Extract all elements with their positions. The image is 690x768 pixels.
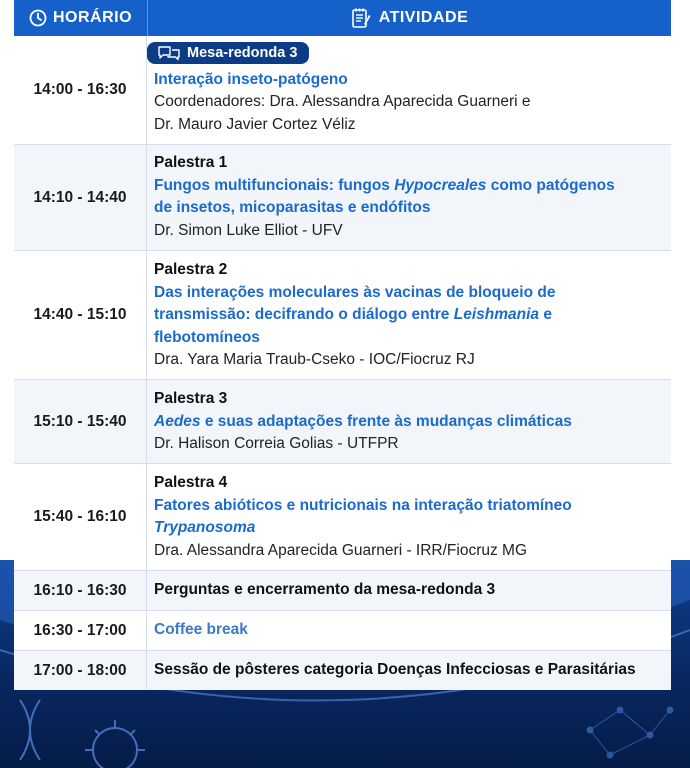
activity-cell — [147, 611, 671, 650]
activity-text: Coffee break — [154, 621, 248, 639]
time-cell: 14:10 - 14:40 — [14, 145, 147, 250]
talk-label: Palestra 1 — [154, 154, 228, 171]
talk-label: Palestra 4 — [154, 474, 228, 491]
activity-text: Perguntas e encerramento da mesa-redonda 3 — [154, 581, 496, 599]
activity-cell — [147, 36, 671, 144]
table-row — [14, 464, 671, 571]
talk-title-italic: Aedes — [154, 412, 201, 430]
talk-title-part: transmissão: decifrando o diálogo entre — [154, 306, 454, 323]
time-cell: 16:10 - 16:30 — [14, 571, 147, 610]
activity-cell — [147, 145, 671, 250]
header-time-cell — [14, 0, 148, 36]
talk-label: Palestra 3 — [154, 390, 228, 407]
talk-title — [154, 411, 663, 434]
table-row — [14, 651, 671, 690]
time-cell: 14:00 - 16:30 — [14, 36, 147, 144]
activity-cell — [147, 651, 671, 690]
activity-cell — [147, 380, 671, 463]
talk-title-line-1: Fatores abióticos e nutricionais na interação triatomíneo — [154, 496, 572, 514]
talk-title-line-2: de insetos, micoparasitas e endófitos — [154, 199, 431, 216]
time-cell: 14:40 - 15:10 — [14, 251, 147, 379]
edit-document-icon — [351, 7, 371, 29]
speaker: Dr. Halison Correia Golias - UTFPR — [154, 435, 399, 452]
table-row — [14, 251, 671, 380]
coordinators-line-1: Coordenadores: Dra. Alessandra Aparecida Guarneri e — [154, 93, 531, 110]
session-badge-label: Mesa-redonda 3 — [187, 44, 298, 61]
talk-title-line-2 — [154, 304, 663, 327]
speaker: Dra. Yara Maria Traub-Cseko - IOC/Fiocruz RJ — [154, 351, 475, 368]
speaker: Dra. Alessandra Aparecida Guarneri - IRR/Fiocruz MG — [154, 541, 527, 559]
talk-title-part: e suas adaptações frente às mudanças climáticas — [200, 412, 572, 430]
clock-icon — [29, 9, 47, 27]
table-row — [14, 571, 671, 611]
session-badge — [147, 42, 309, 64]
talk-title-part: como patógenos — [486, 176, 615, 194]
table-row — [14, 611, 671, 651]
talk-title-italic: Leishmania — [453, 306, 540, 323]
table-header — [14, 0, 671, 36]
table-row — [14, 36, 671, 145]
talk-label: Palestra 2 — [154, 261, 228, 278]
activity-cell — [147, 571, 671, 610]
talk-title-part: Fungos multifuncionais: fungos — [154, 176, 395, 194]
activity-cell — [147, 464, 671, 570]
activity-cell — [147, 251, 671, 379]
table-row — [14, 145, 671, 251]
talk-title-part: e — [539, 306, 552, 323]
activity-text: Sessão de pôsteres categoria Doenças Infecciosas e Parasitárias — [154, 661, 636, 679]
header-activity-label: ATIVIDADE — [378, 9, 469, 26]
talk-title-line-1: Das interações moleculares às vacinas de bloqueio de — [154, 283, 556, 301]
talk-title — [154, 175, 663, 198]
speaker: Dr. Simon Luke Elliot - UFV — [154, 221, 343, 239]
talk-title-line-3: flebotomíneos — [154, 328, 260, 346]
table-row — [14, 380, 671, 464]
time-cell: 16:30 - 17:00 — [14, 611, 147, 650]
coordinators-line-2: Dr. Mauro Javier Cortez Véliz — [154, 115, 356, 133]
talk-title-line-2 — [154, 517, 663, 540]
header-activity-cell — [148, 0, 671, 36]
schedule-table — [14, 0, 671, 690]
talk-title-italic: Trypanosoma — [154, 519, 256, 536]
header-time-label: HORÁRIO — [52, 9, 133, 26]
time-cell: 15:10 - 15:40 — [14, 380, 147, 463]
chat-bubbles-icon — [157, 45, 181, 61]
time-cell: 17:00 - 18:00 — [14, 651, 147, 690]
session-title: Interação inseto-patógeno — [154, 70, 348, 88]
talk-title-italic: Hypocreales — [394, 176, 487, 194]
time-cell: 15:40 - 16:10 — [14, 464, 147, 570]
